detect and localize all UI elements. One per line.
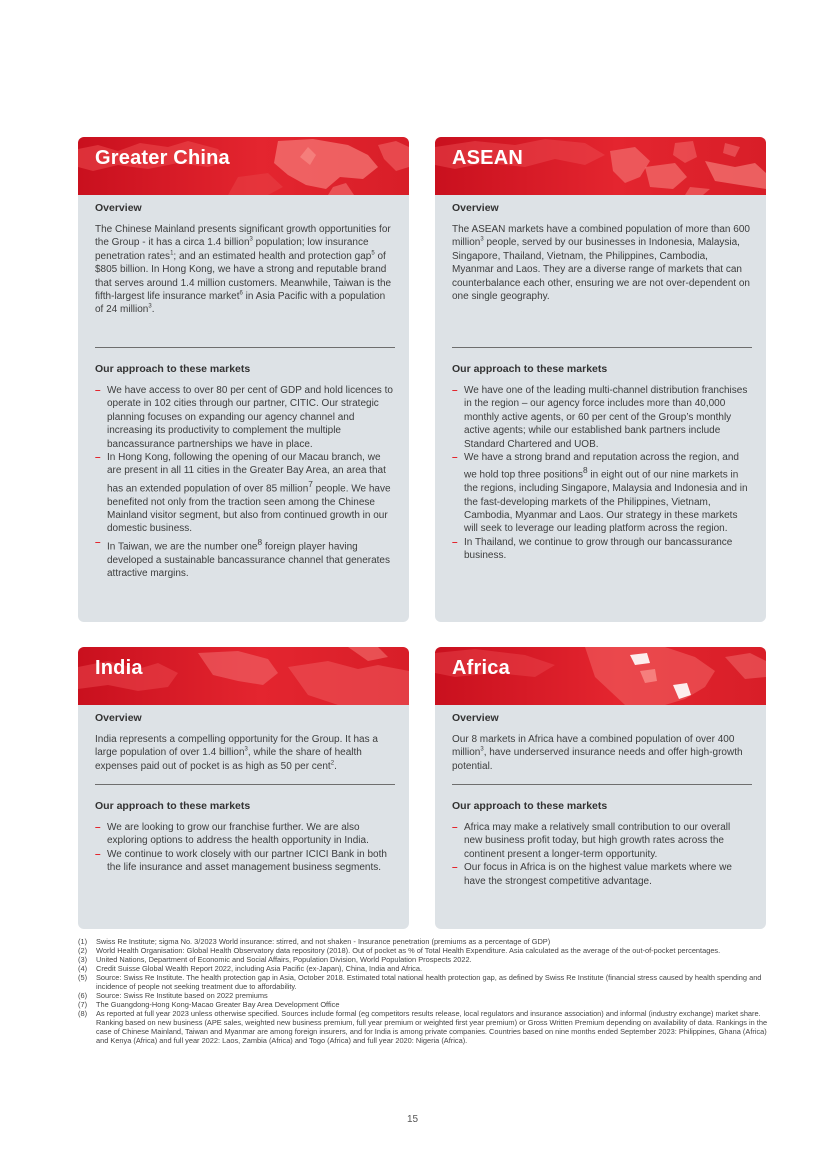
overview-heading: Overview [452, 202, 499, 214]
text-run: Africa may make a relatively small contribution to our overall new business profit today, but high growth rates across the continent present a longer-term opportunity. [464, 822, 731, 860]
approach-list [452, 384, 751, 563]
page-number: 15 [406, 1114, 419, 1125]
footnote-ref: 3 [249, 237, 253, 244]
approach-heading: Our approach to these markets [95, 363, 251, 375]
footnote [78, 955, 768, 964]
divider [452, 347, 752, 348]
footnote-ref: 7 [308, 478, 313, 489]
text-run: We have one of the leading multi-channel distribution franchises in the region – our agency force includes more than 40,000 monthly active agents, or 60 per cent of the Group’s monthly active agents; while our established bank partners include Standard Chartered and UOB. [464, 385, 748, 450]
footnote [78, 1009, 768, 1045]
footnote-ref: 3 [244, 747, 248, 754]
text-run: We are looking to grow our franchise further. We are also exploring options to address the health opportunity in India. [107, 822, 369, 847]
approach-heading: Our approach to these markets [95, 800, 251, 812]
text-run: . [151, 304, 155, 316]
footnote-number: (8) [78, 1009, 88, 1018]
divider [95, 784, 395, 785]
text-run: people. We have benefited not only from the traction seen among the Chinese Mainland visitor segment, but also from continued growth in our domestic business. [107, 483, 391, 535]
card-header [78, 647, 409, 705]
card-africa [435, 647, 766, 929]
footnote-ref: 2 [330, 760, 335, 767]
card-greater-china [78, 137, 409, 622]
overview-text [95, 223, 394, 347]
card-title: India [95, 657, 143, 679]
text-run: . [334, 760, 337, 772]
footnote-ref: 8 [582, 465, 588, 476]
card-body [78, 705, 409, 875]
divider [452, 784, 752, 785]
footnote-text: As reported at full year 2023 unless otherwise specified. Sources include formal (eg competitors results release, local regulators and insurance association) and informal (industry exchange) market share. Ranking based on new business (APE sales, weighted new business premium, full year premium or weighted first year premium) or Gross Written Premium depending on availability of data. Rankings in the case of Chinese Mainland, Taiwan and Myanmar are among foreign insurers, and for India is among private companies. Countries based on nine months ended September 2023: Philippines, Ghana (Africa) and Kenya (Africa) and full year 2022: Laos, Zambia (Africa) and Togo (Africa) and full year 2020: Nigeria (Africa). [96, 1009, 768, 1045]
bullet-dash-icon: – [452, 452, 458, 464]
footnote-ref: 1 [170, 250, 174, 257]
list-item [95, 451, 394, 536]
footnote-number: (7) [78, 1000, 88, 1009]
footnote-text: The Guangdong-Hong Kong-Macao Greater Bay Area Development Office [96, 1000, 340, 1009]
footnote-number: (4) [78, 964, 88, 973]
footnote-number: (3) [78, 955, 88, 964]
footnote-ref: 5 [371, 250, 375, 257]
footnote-ref: 3 [480, 747, 484, 754]
text-run: Our 8 markets in Africa have a combined population of over 400 million [452, 734, 735, 759]
bullet-dash-icon: – [95, 848, 101, 860]
approach-list [95, 821, 394, 875]
list-item [452, 384, 751, 451]
list-item [452, 451, 751, 536]
footnote-number: (1) [78, 937, 88, 946]
card-title: ASEAN [452, 147, 524, 169]
text-run: in Asia Pacific with a population of 24 million [95, 291, 386, 316]
text-run: We have access to over 80 per cent of GDP and hold licences to operate in 102 cities through our partner, CITIC. Our strategic planning focuses on expanding our agency channel and increasing its productivity to complement the multiple bancassurance partnerships we have in place. [107, 385, 393, 450]
text-run: people, served by our businesses in Indonesia, Malaysia, Singapore, Thailand, Vietnam, the Philippines, Cambodia, Myanmar and Laos. They are a diverse range of markets that can counterbalance each other, ensuring we are not over-dependent on one single geography. [452, 237, 750, 303]
list-item [452, 821, 751, 861]
text-run: We have a strong brand and reputation across the region, and we hold top three positions [464, 452, 739, 481]
text-run: We continue to work closely with our partner ICICI Bank in both the life insurance and asset management business segments. [107, 848, 387, 874]
card-body [435, 705, 766, 888]
footnote-text: Source: Swiss Re Institute based on 2022 premiums [96, 991, 268, 1000]
approach-list [95, 384, 394, 580]
text-run: In Taiwan, we are the number one [107, 541, 258, 553]
footnote-text: World Health Organisation: Global Health Observatory data repository (2018). Out of pocket as % of Total Health Expenditure. Asia calculated as the average of the out-of-pocket percentages. [96, 946, 721, 955]
card-body [435, 195, 766, 563]
text-run: The Chinese Mainland presents significant growth opportunities for the Group - it has a circa 1.4 billion [95, 224, 391, 249]
footnote-text: United Nations, Department of Economic and Social Affairs, Population Division, World Population Prospects 2022. [96, 955, 472, 964]
footnote [78, 946, 768, 955]
approach-heading: Our approach to these markets [452, 800, 608, 812]
footnote-number: (2) [78, 946, 88, 955]
text-run: ; and an estimated health and protection gap [173, 250, 372, 262]
divider [95, 347, 395, 348]
approach-heading: Our approach to these markets [452, 363, 608, 375]
text-run: , have underserved insurance needs and offer high-growth potential. [452, 747, 743, 772]
overview-heading: Overview [95, 712, 142, 724]
card-header [78, 137, 409, 195]
list-item [95, 821, 394, 848]
card-title: Africa [452, 657, 510, 679]
footnote-number: (5) [78, 973, 88, 982]
text-run: foreign player having developed a sustainable bancassurance channel that generates attractive margins. [107, 541, 390, 579]
footnote-number: (6) [78, 991, 88, 1000]
approach-list [452, 821, 751, 888]
card-body [78, 195, 409, 580]
card-title: Greater China [95, 147, 230, 169]
text-run: in eight out of our nine markets in the regions, including Singapore, Malaysia and Indonesia and in the fast-developing markets of the Philippines, Vietnam, Cambodia, Myanmar and Laos. Our strategy in these markets will seek to leverage our leading platform across the region. [464, 469, 748, 535]
text-run: , while the share of health expenses paid out of pocket is as high as 50 per cent [95, 747, 362, 772]
footnotes [78, 937, 768, 1045]
bullet-dash-icon: – [452, 536, 458, 548]
bullet-dash-icon: – [452, 385, 458, 396]
footnote-ref: 3 [148, 304, 152, 311]
overview-heading: Overview [452, 712, 499, 724]
text-run: population; low insurance penetration rates [95, 237, 369, 262]
footnote [78, 964, 768, 973]
list-item [452, 536, 751, 563]
footnote-text: Swiss Re Institute; sigma No. 3/2023 World insurance: stirred, and not shaken - Insurance penetration (premiums as a percentage of GDP) [96, 937, 551, 946]
overview-text [452, 733, 751, 784]
text-run: of $805 billion. In Hong Kong, we have a strong and reputable brand that serves around 1.4 million customers. Meanwhile, Taiwan is the fifth-largest life insurance market [95, 250, 392, 303]
bullet-dash-icon: – [452, 862, 458, 874]
footnote-ref: 3 [480, 237, 484, 244]
card-asean [435, 137, 766, 622]
footnote [78, 937, 768, 946]
text-run: Our focus in Africa is on the highest value markets where we have the strongest competitive advantage. [464, 862, 732, 887]
card-india [78, 647, 409, 929]
text-run: The ASEAN markets have a combined population of more than 600 million [452, 224, 750, 249]
footnote-ref: 6 [239, 290, 243, 297]
footnote [78, 973, 768, 991]
list-item [452, 861, 751, 888]
overview-text [95, 733, 394, 784]
bullet-dash-icon: – [95, 822, 101, 833]
overview-text [452, 223, 751, 347]
card-header [435, 137, 766, 195]
card-header [435, 647, 766, 705]
list-item [95, 384, 394, 451]
footnote [78, 1000, 768, 1009]
footnote-ref: 8 [257, 536, 263, 547]
list-item [95, 536, 394, 581]
text-run: India represents a compelling opportunity for the Group. It has a large population of over 1.4 billion [95, 734, 378, 759]
text-run: In Thailand, we continue to grow through our bancassurance business. [464, 536, 733, 562]
bullet-dash-icon: – [95, 452, 101, 464]
list-item [95, 848, 394, 875]
bullet-dash-icon: – [452, 822, 458, 833]
bullet-dash-icon: – [95, 536, 101, 548]
text-run: In Hong Kong, following the opening of our Macau branch, we are present in all 11 cities in the Greater Bay Area, an area that has an extended population of over 85 million [107, 452, 386, 495]
bullet-dash-icon: – [95, 385, 101, 396]
footnote [78, 991, 768, 1000]
footnote-text: Credit Suisse Global Wealth Report 2022, including Asia Pacific (ex-Japan), China, India and Africa. [96, 964, 423, 973]
overview-heading: Overview [95, 202, 142, 214]
footnote-text: Source: Swiss Re Institute. The health protection gap in Asia, October 2018. Estimated total national health protection gap, as defined by Swiss Re Institute (financial stress caused by health spending and incidence of people not seeking treatment due to affordability. [96, 973, 762, 991]
